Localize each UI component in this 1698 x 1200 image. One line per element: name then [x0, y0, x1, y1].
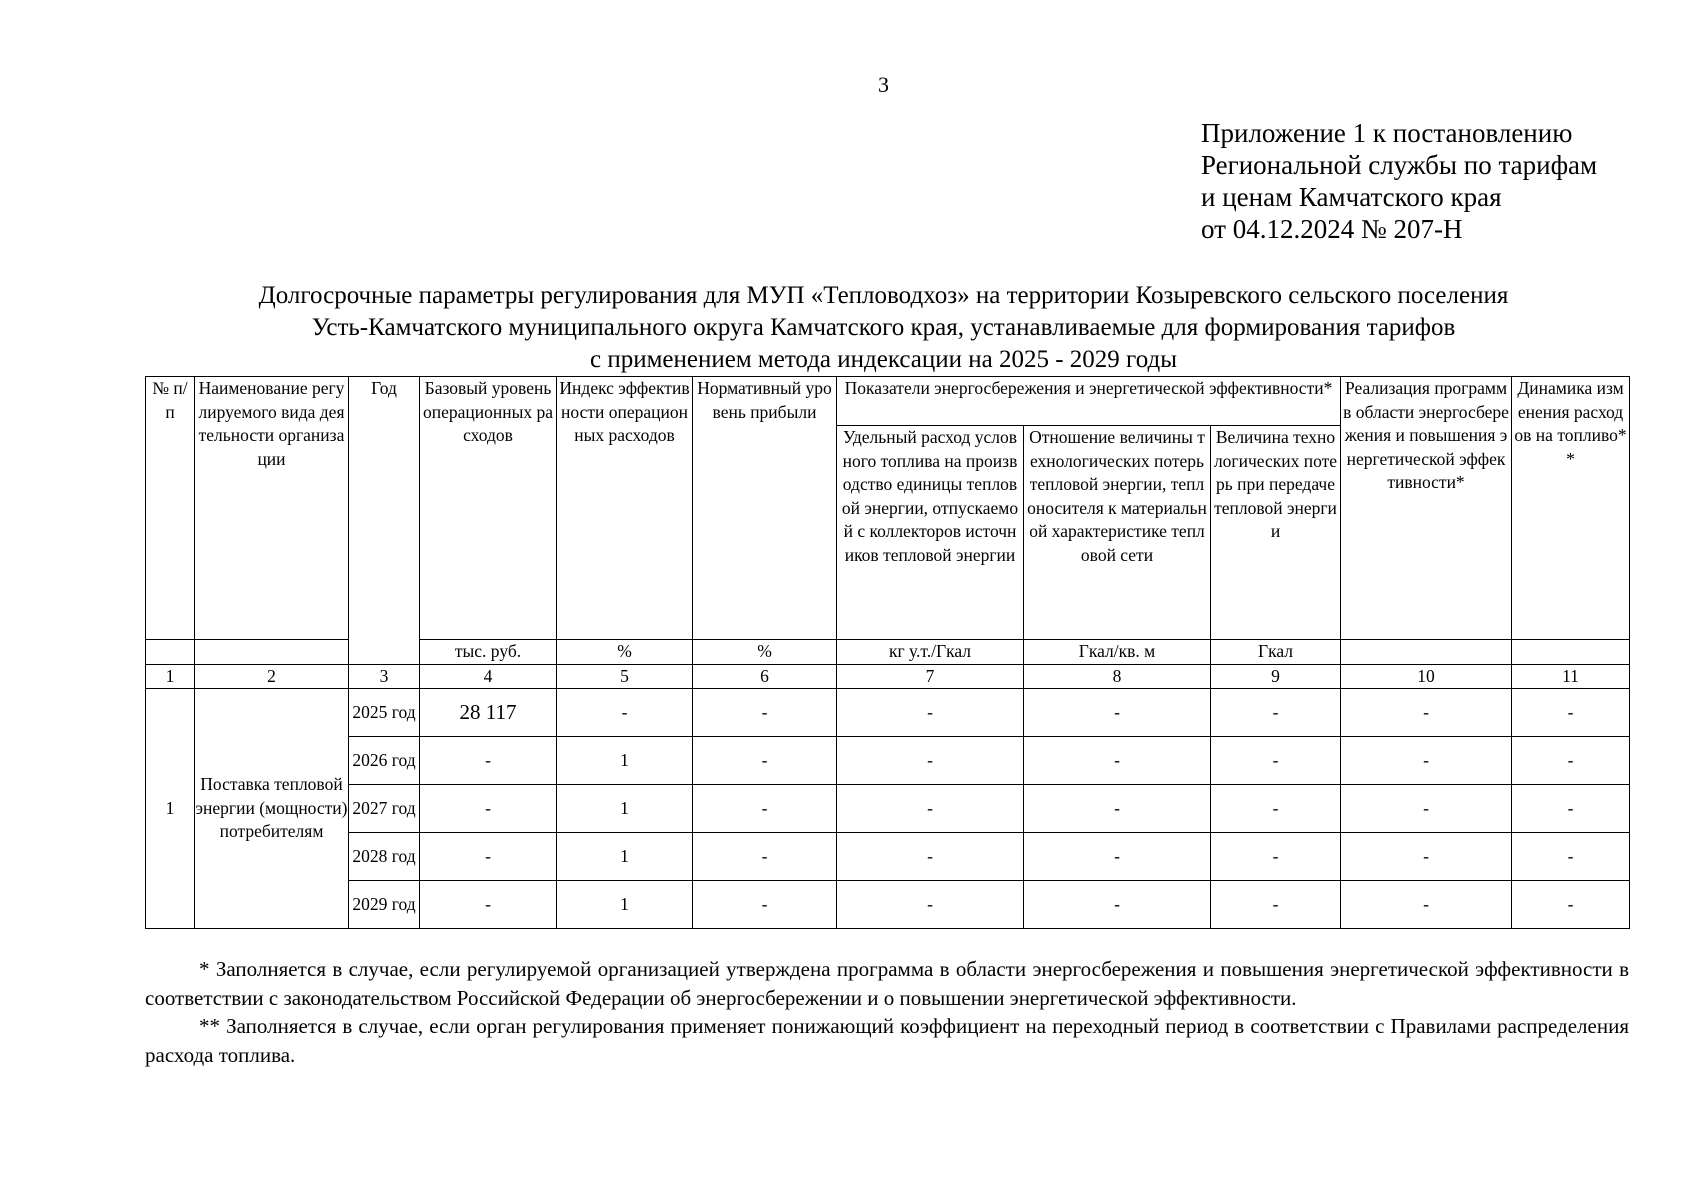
column-number: 4 — [420, 664, 557, 689]
efficiency-index-cell: 1 — [557, 881, 693, 929]
loss-ratio-cell: - — [1024, 881, 1211, 929]
column-number: 10 — [1341, 664, 1512, 689]
page-number: 3 — [878, 72, 889, 97]
loss-ratio-cell: - — [1024, 833, 1211, 881]
programs-cell: - — [1341, 785, 1512, 833]
year-cell: 2029 год — [349, 881, 420, 929]
column-number: 11 — [1512, 664, 1630, 689]
column-number: 1 — [146, 664, 195, 689]
header-tech-losses: Величина технологических потерь при передаче тепловой энергии — [1211, 426, 1341, 640]
programs-cell: - — [1341, 833, 1512, 881]
parameters-table — [145, 376, 1630, 929]
unit-programs-blank — [1341, 640, 1512, 665]
programs-cell: - — [1341, 881, 1512, 929]
profit-level-cell: - — [693, 833, 837, 881]
unit-profit-level: % — [693, 640, 837, 665]
header-efficiency-index: Индекс эффективности операционных расходов — [557, 377, 693, 640]
fuel-rate-cell: - — [837, 737, 1024, 785]
fuel-dynamics-cell: - — [1512, 737, 1630, 785]
tech-losses-cell: - — [1211, 785, 1341, 833]
efficiency-index-cell: - — [557, 689, 693, 737]
header-year: Год — [349, 377, 420, 665]
profit-level-cell: - — [693, 737, 837, 785]
unit-fuel-dynamics-blank — [1512, 640, 1630, 665]
title-line-1: Долгосрочные параметры регулирования для МУП «Тепловодхоз» на территории Козыревского сельского поселения — [258, 282, 1509, 309]
tech-losses-cell: - — [1211, 833, 1341, 881]
unit-activity-blank — [195, 640, 349, 665]
document-title — [145, 280, 1622, 376]
title-line-2: Усть-Камчатского муниципального округа Камчатского края, устанавливаемые для формирования тарифов — [311, 314, 1456, 341]
unit-efficiency-index: % — [557, 640, 693, 665]
header-row-1 — [146, 377, 1630, 426]
profit-level-cell: - — [693, 881, 837, 929]
table-row — [146, 785, 1630, 833]
base-level-cell: 28 117 — [420, 689, 557, 737]
year-cell: 2027 год — [349, 785, 420, 833]
loss-ratio-cell: - — [1024, 785, 1211, 833]
year-cell: 2028 год — [349, 833, 420, 881]
header-profit-level: Нормативный уровень прибыли — [693, 377, 837, 640]
header-fuel-rate: Удельный расход условного топлива на производство единицы тепловой энергии, отпускаемой с коллекторов источников тепловой энергии — [837, 426, 1024, 640]
header-activity: Наименование регулируемого вида деятельности организации — [195, 377, 349, 640]
base-level-cell: - — [420, 833, 557, 881]
table-row — [146, 689, 1630, 737]
header-programs: Реализация программ в области энергосбережения и повышения энергетической эффективности* — [1341, 377, 1512, 640]
fuel-rate-cell: - — [837, 833, 1024, 881]
column-number: 9 — [1211, 664, 1341, 689]
fuel-rate-cell: - — [837, 881, 1024, 929]
tech-losses-cell: - — [1211, 737, 1341, 785]
programs-cell: - — [1341, 689, 1512, 737]
approval-block — [1201, 117, 1597, 245]
efficiency-index-cell: 1 — [557, 785, 693, 833]
column-number: 8 — [1024, 664, 1211, 689]
footnote-2: ** Заполняется в случае, если орган регулирования применяет понижающий коэффициент на переходный период в соответствии с Правилами распределения расхода топлива. — [145, 1014, 1629, 1067]
footnotes — [145, 955, 1629, 1069]
table-row — [146, 881, 1630, 929]
unit-loss-ratio: Гкал/кв. м — [1024, 640, 1211, 665]
activity-name: Поставка тепловой энергии (мощности) потребителям — [195, 689, 349, 929]
unit-tech-losses: Гкал — [1211, 640, 1341, 665]
tech-losses-cell: - — [1211, 881, 1341, 929]
fuel-dynamics-cell: - — [1512, 833, 1630, 881]
loss-ratio-cell: - — [1024, 737, 1211, 785]
tech-losses-cell: - — [1211, 689, 1341, 737]
column-number: 2 — [195, 664, 349, 689]
efficiency-index-cell: 1 — [557, 833, 693, 881]
header-num: № п/п — [146, 377, 195, 640]
fuel-dynamics-cell: - — [1512, 785, 1630, 833]
table-row — [146, 833, 1630, 881]
profit-level-cell: - — [693, 785, 837, 833]
unit-base-level: тыс. руб. — [420, 640, 557, 665]
unit-fuel-rate: кг у.т./Гкал — [837, 640, 1024, 665]
header-fuel-dynamics: Динамика изменения расходов на топливо** — [1512, 377, 1630, 640]
base-level-cell: - — [420, 881, 557, 929]
programs-cell: - — [1341, 737, 1512, 785]
column-number: 6 — [693, 664, 837, 689]
header-energy-group: Показатели энергосбережения и энергетической эффективности* — [837, 377, 1341, 426]
title-line-3: с применением метода индексации на 2025 - 2029 годы — [590, 346, 1177, 373]
approval-line-1: Приложение 1 к постановлению — [1201, 118, 1573, 148]
approval-line-4: от 04.12.2024 № 207-Н — [1201, 214, 1463, 244]
column-number: 5 — [557, 664, 693, 689]
fuel-rate-cell: - — [837, 785, 1024, 833]
table-row — [146, 737, 1630, 785]
approval-line-2: Региональной службы по тарифам — [1201, 150, 1598, 180]
fuel-rate-cell: - — [837, 689, 1024, 737]
base-level-cell: - — [420, 785, 557, 833]
header-base-level: Базовый уровень операционных расходов — [420, 377, 557, 640]
base-level-cell: - — [420, 737, 557, 785]
fuel-dynamics-cell: - — [1512, 881, 1630, 929]
fuel-dynamics-cell: - — [1512, 689, 1630, 737]
unit-num-blank — [146, 640, 195, 665]
approval-line-3: и ценам Камчатского края — [1201, 182, 1502, 212]
header-loss-ratio: Отношение величины технологических потерь тепловой энергии, теплоносителя к материальной характеристике тепловой сети — [1024, 426, 1211, 640]
loss-ratio-cell: - — [1024, 689, 1211, 737]
year-cell: 2026 год — [349, 737, 420, 785]
footnote-1: * Заполняется в случае, если регулируемой организацией утверждена программа в области энергосбережения и повышения энергетической эффективности в соответствии с законодательством Российской Федерации об энергосбережении и о повышении энергетической эффективности. — [145, 957, 1629, 1010]
profit-level-cell: - — [693, 689, 837, 737]
row-number: 1 — [146, 689, 195, 929]
year-cell: 2025 год — [349, 689, 420, 737]
column-number: 3 — [349, 664, 420, 689]
column-numbers-row — [146, 664, 1630, 689]
column-number: 7 — [837, 664, 1024, 689]
efficiency-index-cell: 1 — [557, 737, 693, 785]
